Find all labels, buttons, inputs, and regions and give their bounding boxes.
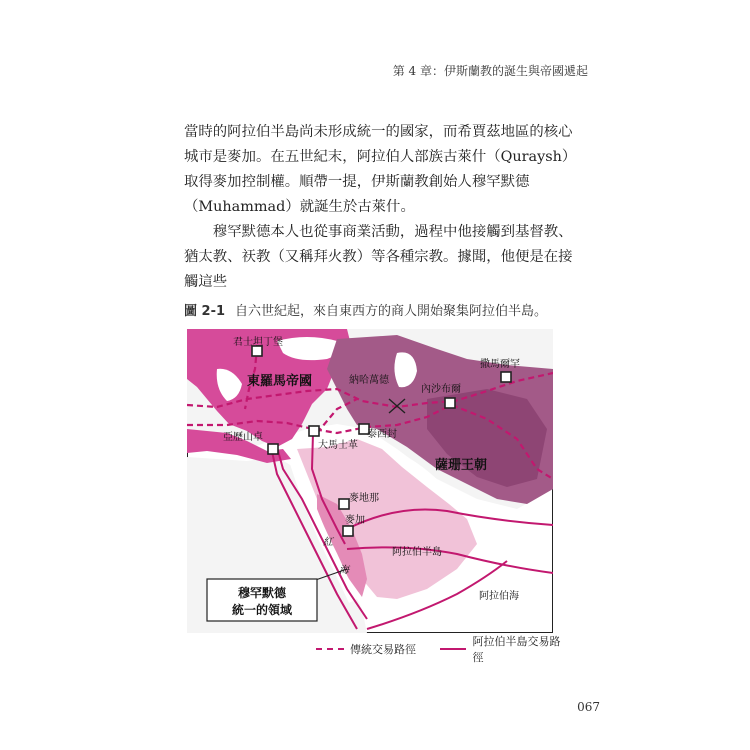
body-text — [184, 120, 580, 295]
label-samarkand: 撒馬爾罕 — [480, 359, 520, 370]
legend-traditional-label: 傳統交易路徑 — [350, 643, 416, 656]
map-legend — [316, 635, 566, 664]
figure-caption — [184, 300, 584, 319]
mecca-marker — [343, 526, 353, 536]
label-nishapur: 內沙布爾 — [421, 384, 461, 395]
paragraph-1: 當時的阿拉伯半島尚未形成統一的國家，而希賈茲地區的核心城市是麥加。在五世紀末，阿拉伯人部族古萊什（Quraysh）取得麥加控制權。順帶一提，伊斯蘭教創始人穆罕默德（Muhammad）就誕生於古萊什。 — [184, 124, 577, 215]
legend-arabian — [440, 635, 566, 664]
samarkand-marker — [501, 372, 511, 382]
label-constantinople: 君士坦丁堡 — [233, 337, 283, 348]
label-alexandria: 亞歷山卓 — [223, 432, 263, 443]
label-ctesiphon: 泰西封 — [367, 429, 397, 440]
figure-caption-text: 自六世紀起，來自東西方的商人開始聚集阿拉伯半島。 — [235, 304, 548, 319]
label-nahavand: 納哈萬德 — [349, 375, 389, 386]
paragraph-2: 穆罕默德本人也從事商業活動，過程中他接觸到基督教、猶太教、祆教（又稱拜火教）等各種宗教。據聞，他便是在接觸這些 — [184, 224, 573, 290]
legend-solid-line — [440, 648, 466, 650]
figure-number: 圖 2-1 — [184, 304, 226, 319]
label-mecca: 麥加 — [345, 515, 365, 526]
nishapur-marker — [445, 398, 455, 408]
medina-marker — [339, 499, 349, 509]
legend-arabian-label: 阿拉伯半島交易路徑 — [472, 635, 561, 664]
label-sasanian: 薩珊王朝 — [435, 458, 488, 473]
label-arabian-sea: 阿拉伯海 — [479, 591, 519, 602]
label-eastern-roman: 東羅馬帝國 — [247, 374, 313, 389]
alexandria-marker — [268, 444, 278, 454]
damascus-marker — [309, 426, 319, 436]
label-red-sea-2: 海 — [339, 565, 349, 576]
page-number: 067 — [577, 700, 600, 714]
unified-label-2: 統一的領域 — [231, 603, 293, 617]
unified-label-1: 穆罕默德 — [237, 586, 287, 600]
legend-dashed-line — [316, 648, 344, 650]
label-damascus: 大馬士革 — [318, 440, 358, 451]
label-medina: 麥地那 — [349, 493, 379, 504]
legend-traditional — [316, 640, 416, 658]
chapter-header: 第 4 章：伊斯蘭教的誕生與帝國遞起 — [392, 64, 588, 78]
label-red-sea-1: 紅 — [323, 537, 333, 548]
route-map — [187, 329, 553, 633]
label-arabian-peninsula: 阿拉伯半島 — [392, 547, 442, 558]
